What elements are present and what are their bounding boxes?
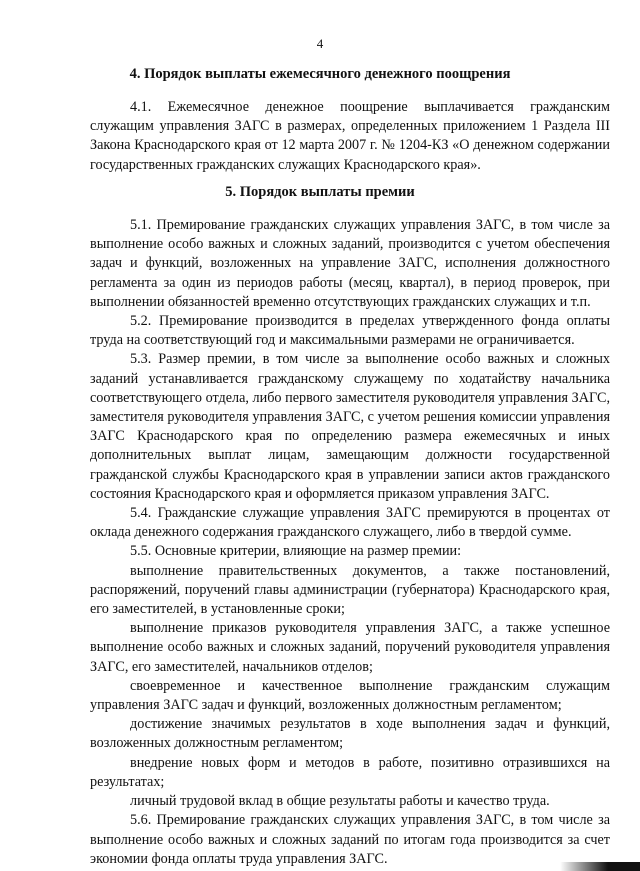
criterion-1: выполнение правительственных документов, а также постановлений, распоряжений, поручений главы администрации (губернатора) Краснодарского края, его заместителей, в установленные сроки; bbox=[90, 562, 610, 618]
criterion-2: выполнение приказов руководителя управления ЗАГС, а также успешное выполнение особо важных и сложных заданий, поручений руководителя управления ЗАГС, его заместителей, начальников отделов; bbox=[90, 620, 610, 675]
criterion-6: личный трудовой вклад в общие результаты работы и качество труда. bbox=[130, 793, 550, 810]
paragraph-5-4: 5.4. Гражданские служащие управления ЗАГС премируются в процентах от оклада денежного содержания гражданского служащего, либо в твердой сумме. bbox=[90, 505, 610, 541]
section-4-body bbox=[90, 98, 610, 175]
criterion-4: достижение значимых результатов в ходе выполнения задач и функций, возложенных должностным регламентом; bbox=[90, 716, 610, 752]
section-5-heading: 5. Порядок выплаты премии bbox=[225, 184, 415, 200]
criterion-3: своевременное и качественное выполнение гражданским служащим управления ЗАГС задач и функций, возложенных должностным регламентом; bbox=[90, 677, 610, 714]
paragraph-5-6: 5.6. Премирование гражданских служащих управления ЗАГС, в том числе за выполнение особо важных и сложных заданий по итогам года производится за счет экономии фонда оплаты труда управления ЗАГС. bbox=[90, 812, 610, 867]
paragraph-5-3: 5.3. Размер премии, в том числе за выполнение особо важных и сложных заданий устанавливается гражданскому служащему по ходатайству начальника соответствующего отдела, либо первого заместителя руководителя управления ЗАГС, заместителя руководителя управления ЗАГС, с учетом решения комиссии управления ЗАГС Краснодарского края по определению размера ежемесячных и иных дополнительных выплат лицам, замещающим должности государственной гражданской службы Краснодарского края в управлении записи актов гражданского состояния Краснодарского края и оформляется приказом управления ЗАГС. bbox=[90, 351, 610, 502]
scan-edge-shadow bbox=[560, 862, 640, 871]
criterion-5: внедрение новых форм и методов в работе, позитивно отразившихся на результатах; bbox=[90, 754, 610, 790]
page-number: 4 bbox=[316, 36, 324, 51]
paragraph-5-1: 5.1. Премирование гражданских служащих управления ЗАГС, в том числе за выполнение особо важных и сложных заданий, производится с учетом обеспечения задач и функций, возложенных на управление ЗАГС, исполнения должностного регламента за один из периодов работы (месяц, квартал), в период проверок, при выполнении обязанностей временно отсутствующих гражданских служащих и т.п. bbox=[90, 217, 610, 310]
paragraph-4-1: 4.1. Ежемесячное денежное поощрение выплачивается гражданским служащим управления ЗАГС в размерах, определенных приложением 1 Раздела III Закона Краснодарского края от 12 марта 2007 г. № 1204-КЗ «О денежном содержании государственных гражданских служащих Краснодарского края». bbox=[90, 99, 610, 173]
section-4-heading: 4. Порядок выплаты ежемесячного денежного поощрения bbox=[129, 66, 511, 82]
paragraph-5-2: 5.2. Премирование производится в пределах утвержденного фонда оплаты труда на соответствующий год и максимальными размерами не ограничивается. bbox=[90, 313, 610, 349]
paragraph-5-5: 5.5. Основные критерии, влияющие на размер премии: bbox=[130, 543, 462, 560]
section-5-body bbox=[90, 216, 610, 869]
